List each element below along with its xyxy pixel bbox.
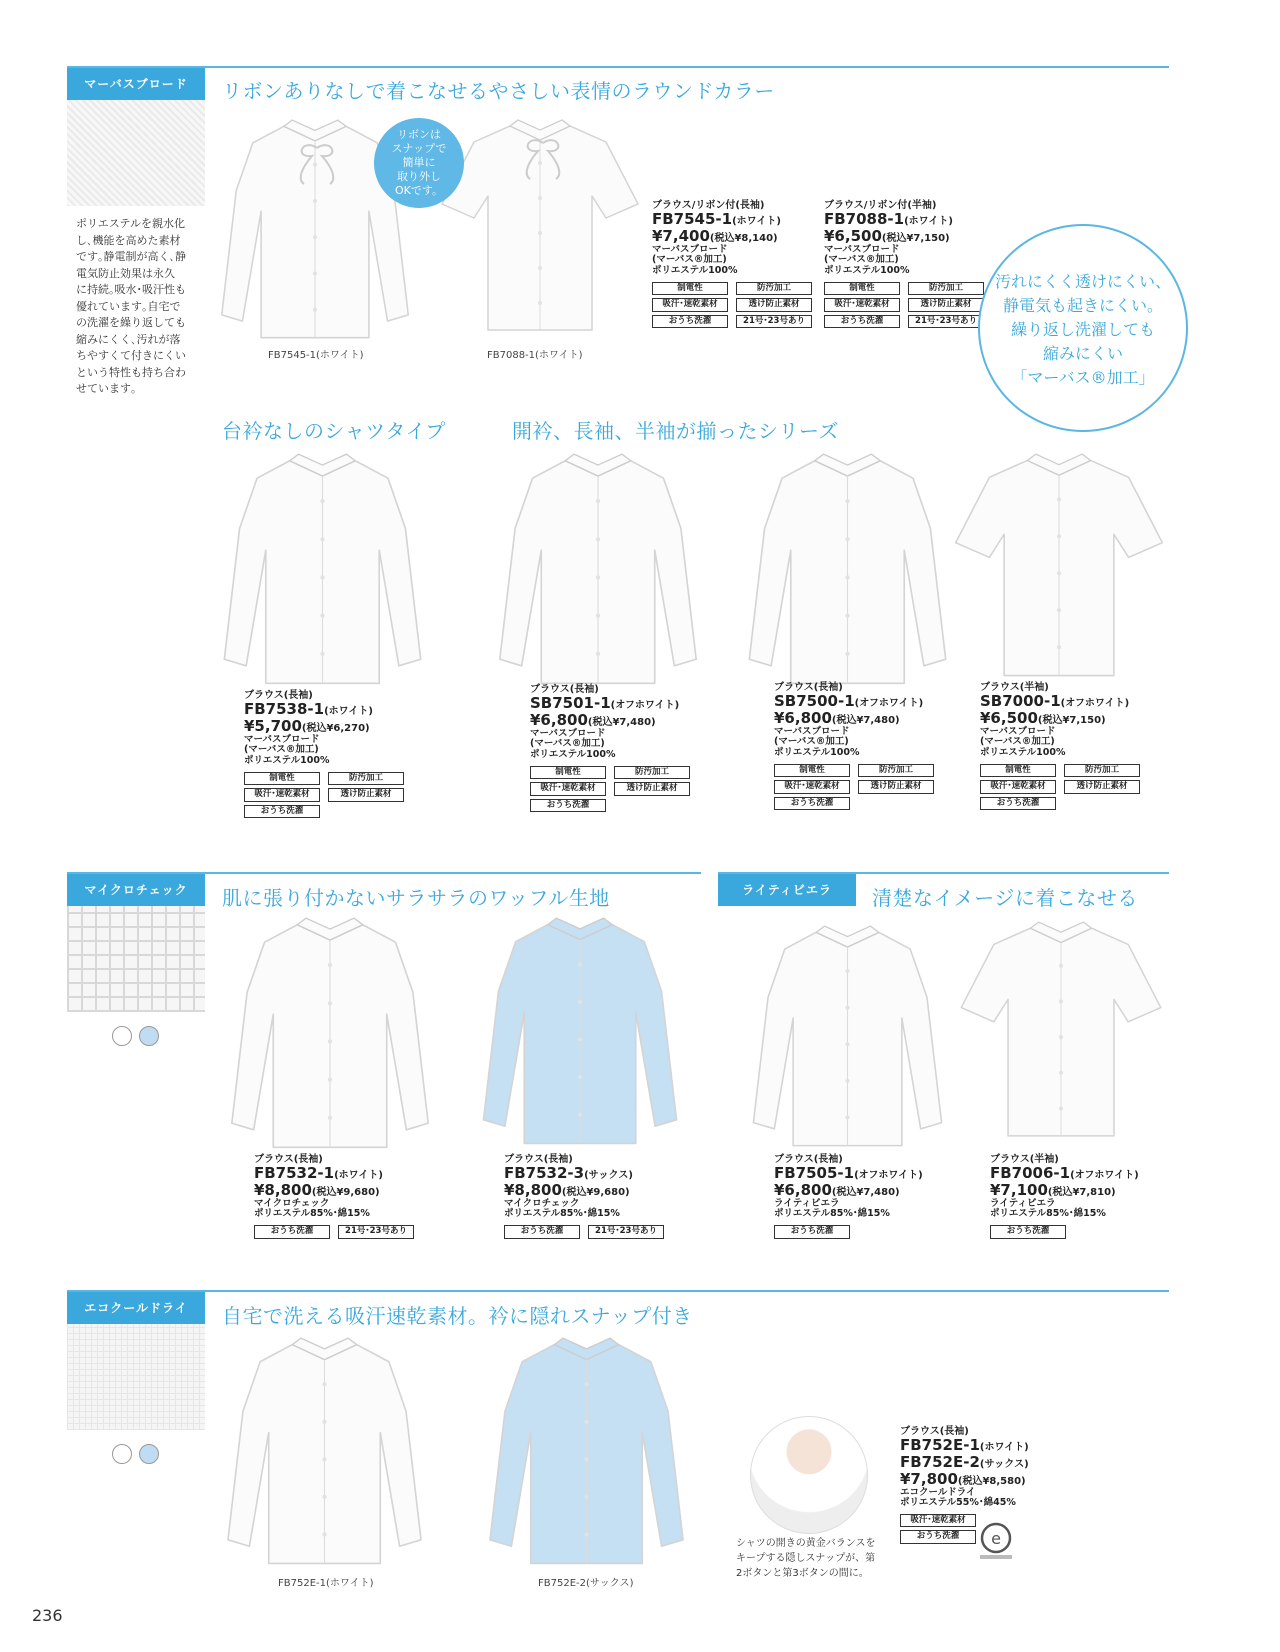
code-text: FB752E-1 xyxy=(900,1436,980,1455)
feature-tags xyxy=(244,772,404,819)
code-text: FB7545-1 xyxy=(652,210,733,229)
feature-tags xyxy=(824,282,984,329)
tax-text: (税込¥7,480) xyxy=(831,1186,900,1198)
marvas-feature-circle xyxy=(978,224,1188,432)
feature-tag: 吸汗･速乾素材 xyxy=(652,298,728,312)
bubble-line: 簡単に xyxy=(402,156,436,169)
product-info-sb7000-1 xyxy=(980,682,1140,810)
feature-tag: おうち洗濯 xyxy=(824,315,900,329)
product-type: ブラウス(長袖) xyxy=(774,682,843,693)
fabric-swatch xyxy=(67,100,205,206)
eco-mark-icon xyxy=(978,1522,1014,1562)
feature-tag: 吸汗･速乾素材 xyxy=(244,788,320,802)
material-line: マーバスブロード xyxy=(774,725,850,737)
price-text: ¥8,800 xyxy=(254,1180,312,1199)
color-text: (サックス) xyxy=(584,1170,633,1182)
bubble-line: 取り外し xyxy=(397,170,441,183)
blouse-image-fb7532-1 xyxy=(210,916,450,1156)
feature-tag: 透け防止素材 xyxy=(614,782,690,796)
product-price xyxy=(990,1182,1139,1199)
material-line: マーバスブロード xyxy=(530,727,606,739)
product-info-sb7500-1 xyxy=(774,682,934,810)
code-text: FB7006-1 xyxy=(990,1164,1071,1183)
price-text: ¥7,800 xyxy=(900,1469,958,1488)
circle-line: 静電気も起きにくい。 xyxy=(1002,296,1163,315)
feature-tag: おうち洗濯 xyxy=(244,805,320,819)
product-info-fb7006-1 xyxy=(990,1154,1139,1239)
code-text: SB7500-1 xyxy=(774,692,855,711)
color-text: (オフホワイト) xyxy=(1060,698,1130,710)
fabric-swatch xyxy=(67,1324,205,1430)
feature-tag: 制電性 xyxy=(980,764,1056,778)
product-type: ブラウス(長袖) xyxy=(530,684,599,695)
material-line: マーバスブロード xyxy=(980,725,1056,737)
material-line: (マーバス®加工) xyxy=(980,736,1055,748)
product-type: ブラウス(長袖) xyxy=(244,690,313,701)
color-text: (ホワイト) xyxy=(732,216,781,228)
tax-text: (税込¥8,580) xyxy=(957,1475,1026,1487)
note-line: 2ボタンと第3ボタンの間に。 xyxy=(736,1568,869,1579)
description-line: です｡静電制が高く､静 xyxy=(76,250,186,263)
product-type: ブラウス(長袖) xyxy=(900,1426,969,1437)
material-label: マイクロチェック xyxy=(67,874,205,906)
description-line: 優れています｡自宅で xyxy=(76,299,181,313)
feature-tag: 防汚加工 xyxy=(858,764,934,778)
bubble-line: リボンは xyxy=(397,128,441,141)
feature-tag: おうち洗濯 xyxy=(990,1225,1066,1239)
color-text: (ホワイト) xyxy=(904,216,953,228)
product-info-fb7532-3 xyxy=(504,1154,664,1239)
section-rule xyxy=(67,1290,1169,1292)
section-headline: リボンありなしで着こなせるやさしい表情のラウンドカラー xyxy=(222,79,775,103)
product-type: ブラウス(長袖) xyxy=(774,1154,843,1165)
product-code xyxy=(990,1165,1139,1182)
description-line: せています｡ xyxy=(76,382,137,395)
tax-text: (税込¥8,140) xyxy=(709,232,778,244)
description-line: 電気防止効果は永久 xyxy=(76,266,175,280)
circle-line: 「マーバス®加工」 xyxy=(1011,368,1155,387)
product-type: ブラウス(長袖) xyxy=(254,1154,323,1165)
product-type: ブラウス(半袖) xyxy=(980,682,1049,693)
feature-tag: 防汚加工 xyxy=(908,282,984,296)
feature-tags xyxy=(504,1225,664,1239)
feature-tag: 制電性 xyxy=(244,772,320,786)
material-line: ポリエステル55%･綿45% xyxy=(900,1497,1016,1509)
material-line: (マーバス®加工) xyxy=(244,744,319,756)
product-price xyxy=(254,1182,414,1199)
page-number: 236 xyxy=(32,1606,63,1625)
feature-tag: おうち洗濯 xyxy=(774,1225,850,1239)
feature-tags xyxy=(774,1225,858,1239)
color-text: (ホワイト) xyxy=(324,706,373,718)
color-text: (サックス) xyxy=(979,1458,1029,1470)
note-line: キープする隠しスナップが、第 xyxy=(736,1553,876,1564)
section-rule xyxy=(67,66,1169,68)
product-price xyxy=(504,1182,664,1199)
feature-tags xyxy=(774,764,934,811)
product-code xyxy=(900,1454,1029,1471)
product-code xyxy=(774,1165,923,1182)
feature-tag: 防汚加工 xyxy=(328,772,404,786)
snap-detail-photo xyxy=(750,1416,868,1534)
color-swatch-sax xyxy=(139,1444,159,1464)
product-price xyxy=(824,228,984,245)
material-line: ライティビエラ xyxy=(990,1197,1056,1209)
product-code xyxy=(244,701,404,718)
feature-tags xyxy=(652,282,812,329)
feature-tags xyxy=(530,766,690,813)
material-line: マイクロチェック xyxy=(504,1197,580,1209)
description-line: し､機能を高めた素材 xyxy=(76,233,181,247)
material-line: (マーバス®加工) xyxy=(530,738,605,750)
material-line: ポリエステル100% xyxy=(652,265,738,277)
product-price xyxy=(774,710,934,727)
svg-text:e: e xyxy=(991,1529,1001,1548)
material-line: ポリエステル100% xyxy=(980,747,1066,759)
product-code xyxy=(900,1437,1029,1454)
price-text: ¥6,500 xyxy=(980,708,1038,727)
product-caption: FB7545-1(ホワイト) xyxy=(268,350,364,361)
price-text: ¥5,700 xyxy=(244,716,302,735)
color-text: (オフホワイト) xyxy=(610,700,680,712)
product-code xyxy=(774,693,934,710)
feature-tag: おうち洗濯 xyxy=(652,315,728,329)
feature-tag: 吸汗･速乾素材 xyxy=(774,780,850,794)
code-text: SB7501-1 xyxy=(530,694,611,713)
blouse-image-fb7538-1 xyxy=(210,452,435,692)
product-price xyxy=(244,718,404,735)
feature-tag: 吸汗･速乾素材 xyxy=(900,1514,976,1528)
feature-tag: 制電性 xyxy=(774,764,850,778)
color-text: (オフホワイト) xyxy=(1070,1170,1139,1182)
product-type: ブラウス(半袖) xyxy=(990,1154,1059,1165)
bubble-line: スナップで xyxy=(391,142,447,155)
material-line: (マーバス®加工) xyxy=(652,254,727,266)
description-line: の洗濯を繰り返しても xyxy=(76,316,186,329)
code-text: FB752E-2 xyxy=(900,1452,980,1471)
tax-text: (税込¥7,480) xyxy=(831,714,900,726)
feature-tag: 21号･23号あり xyxy=(588,1225,664,1239)
section-headline: 開衿、長袖、半袖が揃ったシリーズ xyxy=(512,419,839,443)
blouse-image-fb7006-1 xyxy=(952,920,1170,1144)
product-code xyxy=(980,693,1140,710)
product-code xyxy=(530,695,690,712)
product-code xyxy=(824,211,984,228)
ribbon-snap-bubble xyxy=(374,118,464,208)
section-headline: 台衿なしのシャツタイプ xyxy=(222,419,446,443)
price-text: ¥7,100 xyxy=(990,1180,1048,1199)
tax-text: (税込¥9,680) xyxy=(561,1186,630,1198)
code-text: FB7505-1 xyxy=(774,1164,855,1183)
code-text: FB7532-3 xyxy=(504,1164,585,1183)
feature-tag: 透け防止素材 xyxy=(858,780,934,794)
tax-text: (税込¥6,270) xyxy=(301,722,370,734)
product-info-fb7505-1 xyxy=(774,1154,923,1239)
material-line: ポリエステル100% xyxy=(244,755,330,767)
material-line: マーバスブロード xyxy=(824,243,900,255)
feature-tag: 吸汗･速乾素材 xyxy=(530,782,606,796)
price-text: ¥6,800 xyxy=(774,1180,832,1199)
feature-tag: 吸汗･速乾素材 xyxy=(980,780,1056,794)
material-line: ポリエステル100% xyxy=(824,265,910,277)
material-label: エコクールドライ xyxy=(67,1292,205,1324)
product-info-sb7501-1 xyxy=(530,684,690,812)
material-line: (マーバス®加工) xyxy=(824,254,899,266)
feature-tag: おうち洗濯 xyxy=(254,1225,330,1239)
snap-note xyxy=(736,1536,906,1581)
feature-tag: 21号･23号あり xyxy=(338,1225,414,1239)
product-price xyxy=(652,228,812,245)
description-line: ポリエステルを親水化 xyxy=(76,217,186,230)
tax-text: (税込¥7,810) xyxy=(1047,1186,1116,1198)
product-type: ブラウス/リボン付(長袖) xyxy=(652,200,765,211)
color-text: (オフホワイト) xyxy=(854,698,924,710)
price-text: ¥8,800 xyxy=(504,1180,562,1199)
ribbon-icon xyxy=(518,135,568,180)
product-info-fb7538-1 xyxy=(244,690,404,818)
price-text: ¥7,400 xyxy=(652,226,710,245)
tax-text: (税込¥7,150) xyxy=(881,232,950,244)
product-caption: FB7088-1(ホワイト) xyxy=(487,350,583,361)
material-line: ライティビエラ xyxy=(774,1197,840,1209)
color-swatch-white xyxy=(112,1444,132,1464)
feature-tag: おうち洗濯 xyxy=(980,797,1056,811)
blouse-image-sb7501-1 xyxy=(478,452,718,692)
ribbon-icon xyxy=(292,140,342,185)
feature-tag: 防汚加工 xyxy=(736,282,812,296)
code-text: FB7532-1 xyxy=(254,1164,335,1183)
feature-tag: 透け防止素材 xyxy=(1064,780,1140,794)
color-swatch-sax xyxy=(139,1026,159,1046)
product-price xyxy=(980,710,1140,727)
feature-tag: おうち洗濯 xyxy=(900,1530,976,1544)
product-caption: FB752E-1(ホワイト) xyxy=(278,1578,374,1589)
color-swatch-white xyxy=(112,1026,132,1046)
color-text: (ホワイト) xyxy=(334,1170,383,1182)
code-text: SB7000-1 xyxy=(980,692,1061,711)
product-price xyxy=(900,1471,1029,1488)
tax-text: (税込¥9,680) xyxy=(311,1186,380,1198)
description-line: ちやすくて付きにくい xyxy=(76,349,186,362)
section-headline: 肌に張り付かないサラサラのワッフル生地 xyxy=(222,886,610,910)
fabric-swatch xyxy=(67,906,205,1012)
product-code xyxy=(504,1165,664,1182)
blouse-image-fb752e-2 xyxy=(474,1336,699,1572)
section-headline: 清楚なイメージに着こなせる xyxy=(872,886,1138,910)
product-price xyxy=(774,1182,923,1199)
code-text: FB7088-1 xyxy=(824,210,905,229)
bubble-line: OKです。 xyxy=(395,184,443,197)
tax-text: (税込¥7,480) xyxy=(587,716,656,728)
material-label: ライティビエラ xyxy=(718,874,856,906)
feature-tag: 21号･23号あり xyxy=(736,315,812,329)
description-line: に持続｡吸水･吸汗性も xyxy=(76,283,186,296)
product-type: ブラウス(長袖) xyxy=(504,1154,573,1165)
blouse-image-fb7505-1 xyxy=(730,924,965,1154)
material-description xyxy=(76,216,206,398)
material-line: マイクロチェック xyxy=(254,1197,330,1209)
material-line: マーバスブロード xyxy=(244,733,320,745)
feature-tag: おうち洗濯 xyxy=(774,797,850,811)
price-text: ¥6,800 xyxy=(530,710,588,729)
description-line: 縮みにくく､汚れが落 xyxy=(76,332,181,346)
blouse-image-fb752e-1 xyxy=(212,1336,437,1572)
feature-tags xyxy=(254,1225,414,1239)
feature-tag: 21号･23号あり xyxy=(908,315,984,329)
feature-tag: 制電性 xyxy=(824,282,900,296)
product-info-fb7545-1 xyxy=(652,200,812,328)
feature-tag: おうち洗濯 xyxy=(530,799,606,813)
circle-line: 汚れにくく透けにくい、 xyxy=(994,272,1171,291)
product-type: ブラウス/リボン付(半袖) xyxy=(824,200,937,211)
material-line: ポリエステル85%･綿15% xyxy=(504,1208,620,1220)
color-text: (ホワイト) xyxy=(979,1442,1029,1454)
blouse-image-sb7000-1 xyxy=(948,452,1170,684)
product-price xyxy=(530,712,690,729)
feature-tag: 透け防止素材 xyxy=(736,298,812,312)
material-line: エコクールドライ xyxy=(900,1486,976,1498)
material-line: ポリエステル85%･綿15% xyxy=(774,1208,890,1220)
blouse-image-sb7500-1 xyxy=(730,452,965,692)
price-text: ¥6,800 xyxy=(774,708,832,727)
product-info-fb7088-1 xyxy=(824,200,984,328)
feature-tag: 透け防止素材 xyxy=(908,298,984,312)
circle-line: 繰り返し洗濯しても xyxy=(1010,320,1155,339)
material-line: ポリエステル85%･綿15% xyxy=(254,1208,370,1220)
note-line: シャツの開きの黄金バランスを xyxy=(736,1538,876,1549)
product-info-fb7532-1 xyxy=(254,1154,414,1239)
color-text: (オフホワイト) xyxy=(854,1170,923,1182)
feature-tags xyxy=(900,1514,976,1544)
material-label: マーバスブロード xyxy=(67,68,205,100)
circle-line: 縮みにくい xyxy=(1042,344,1123,363)
code-text: FB7538-1 xyxy=(244,700,325,719)
price-text: ¥6,500 xyxy=(824,226,882,245)
description-line: という特性も持ち合わ xyxy=(76,365,186,379)
material-line: ポリエステル85%･綿15% xyxy=(990,1208,1106,1220)
feature-tag: 制電性 xyxy=(652,282,728,296)
material-line: (マーバス®加工) xyxy=(774,736,849,748)
feature-tag: 吸汗･速乾素材 xyxy=(824,298,900,312)
product-code xyxy=(652,211,812,228)
feature-tag: 透け防止素材 xyxy=(328,788,404,802)
feature-tag: おうち洗濯 xyxy=(504,1225,580,1239)
material-line: マーバスブロード xyxy=(652,243,728,255)
feature-tag: 防汚加工 xyxy=(1064,764,1140,778)
material-line: ポリエステル100% xyxy=(774,747,860,759)
product-caption: FB752E-2(サックス) xyxy=(538,1578,634,1589)
product-code xyxy=(254,1165,414,1182)
section-headline: 自宅で洗える吸汗速乾素材。衿に隠れスナップ付き xyxy=(222,1304,693,1328)
material-line: ポリエステル100% xyxy=(530,749,616,761)
tax-text: (税込¥7,150) xyxy=(1037,714,1106,726)
feature-tags xyxy=(990,1225,1074,1239)
blouse-image-fb7532-3 xyxy=(460,916,700,1152)
feature-tag: 防汚加工 xyxy=(614,766,690,780)
feature-tags xyxy=(980,764,1140,811)
feature-tag: 制電性 xyxy=(530,766,606,780)
